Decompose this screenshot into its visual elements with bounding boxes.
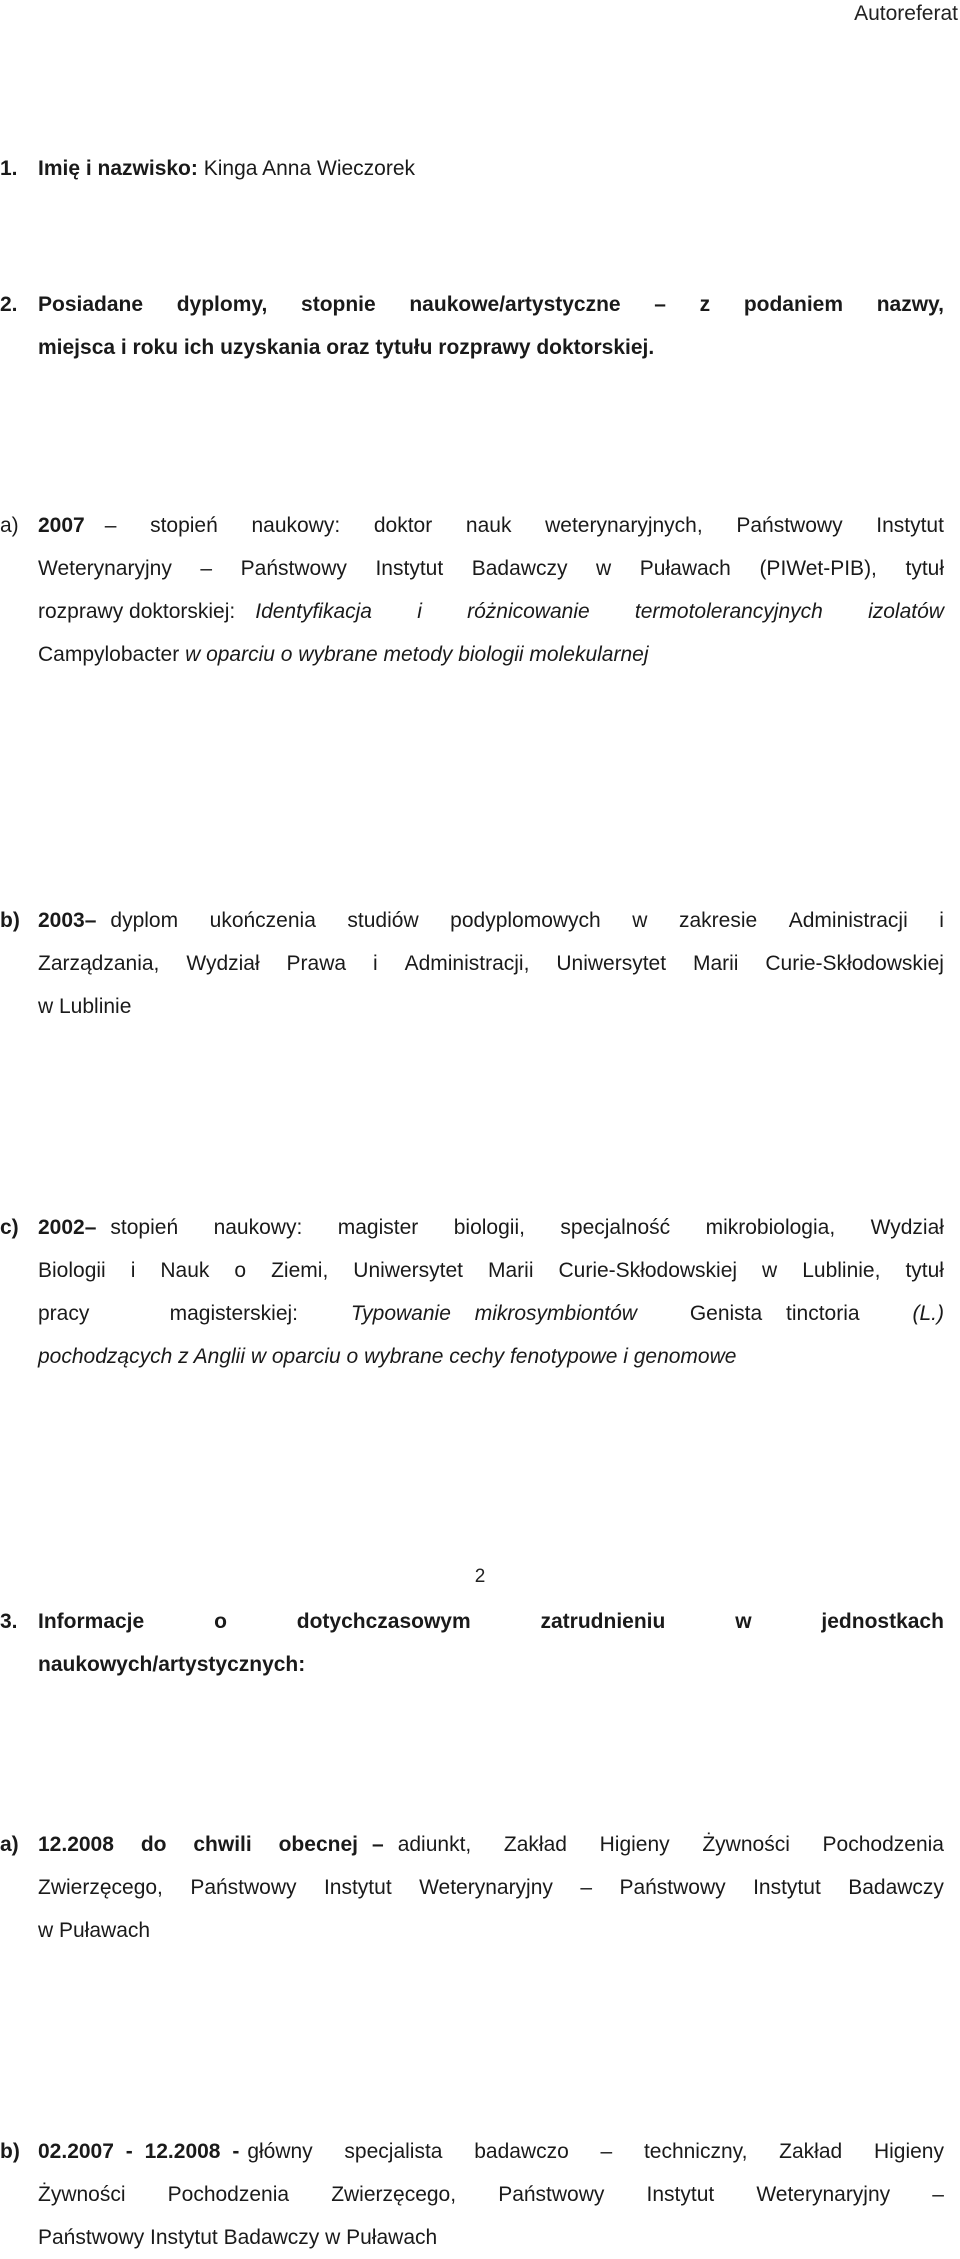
word: – xyxy=(654,293,666,316)
word: – xyxy=(200,557,213,580)
degree-b-dash: – xyxy=(84,909,97,932)
degree-c-marker: c) xyxy=(0,1216,19,1239)
degree-c-dash: – xyxy=(84,1216,97,1239)
word: Weterynaryjny xyxy=(38,557,172,580)
word: Nauk xyxy=(160,1259,210,1282)
degree-a-year: 2007 xyxy=(38,514,85,537)
word: mikrobiologia, xyxy=(705,1216,836,1239)
word: Instytut xyxy=(876,514,944,537)
word: naukowy: xyxy=(251,514,341,537)
section-2-title-line-2 xyxy=(0,326,944,369)
degree-c-line-3 xyxy=(0,1292,944,1335)
word: – xyxy=(104,514,117,537)
degree-c-line-1 xyxy=(0,1206,944,1249)
section-3-title-part-1 xyxy=(38,1600,944,1643)
word: nauk xyxy=(465,514,512,537)
degree-b-year: 2003 xyxy=(38,909,85,932)
word: o xyxy=(234,1259,247,1282)
degree-c-thesis-title-part-2: pochodzących z Anglii w oparciu o wybrane cechy fenotypowe i genomowe xyxy=(38,1345,737,1368)
word: Higieny xyxy=(873,2140,944,2163)
word: Państwowy xyxy=(736,514,843,537)
section-3-heading xyxy=(0,1600,944,1686)
word: i xyxy=(372,952,378,975)
word: ukończenia xyxy=(209,909,316,932)
section-2-title-part-2: miejsca i roku ich uzyskania oraz tytułu rozprawy doktorskiej. xyxy=(38,336,655,359)
word: magisterskiej: xyxy=(169,1302,298,1325)
word: Administracji, xyxy=(404,952,530,975)
word: dyplom xyxy=(110,909,179,932)
word: różnicowanie xyxy=(467,600,590,623)
word: specjalność xyxy=(560,1216,671,1239)
degree-a-line-1-text xyxy=(105,504,944,547)
degree-b-line-3: w Lublinie xyxy=(38,995,132,1018)
degree-a-line-1 xyxy=(0,504,944,547)
degree-c-line-1-text xyxy=(110,1206,944,1249)
section-2-title-line-1 xyxy=(0,283,944,326)
word: Weterynaryjny xyxy=(419,1876,553,1899)
degree-a-line-4 xyxy=(0,633,944,676)
word: Uniwersytet xyxy=(353,1259,463,1282)
degree-a-line-2 xyxy=(0,547,944,590)
word: obecnej xyxy=(278,1833,358,1856)
employment-b-period: 02.2007 - 12.2008 - xyxy=(38,2140,240,2163)
word: Zwierzęcego, xyxy=(38,1876,163,1899)
word: 12.2008 xyxy=(38,1833,114,1856)
employment-b-marker: b) xyxy=(0,2140,20,2163)
degree-a-thesis-label: rozprawy doktorskiej: xyxy=(38,600,236,623)
word: Higieny xyxy=(599,1833,670,1856)
word: naukowy: xyxy=(213,1216,303,1239)
degree-c-line-2 xyxy=(0,1249,944,1292)
word: Instytut xyxy=(323,1876,392,1899)
word: Informacje xyxy=(38,1610,145,1633)
word: Ziemi, xyxy=(271,1259,329,1282)
word: jednostkach xyxy=(821,1610,944,1633)
word: stopień xyxy=(110,1216,179,1239)
word: Administracji xyxy=(788,909,908,932)
word: izolatów xyxy=(868,600,944,623)
degree-item-b xyxy=(0,899,944,1028)
running-header: Autoreferat xyxy=(854,2,958,25)
word: Zarządzania, xyxy=(38,952,160,975)
degree-c-line-4 xyxy=(0,1335,944,1378)
employment-b-line-1-text xyxy=(247,2130,944,2173)
word: o xyxy=(214,1610,227,1633)
word: główny xyxy=(247,2140,313,2163)
word: zatrudnieniu xyxy=(540,1610,666,1633)
word: i xyxy=(130,1259,136,1282)
word: – xyxy=(600,2140,613,2163)
word: w xyxy=(735,1610,752,1633)
word: – xyxy=(580,1876,593,1899)
degree-b-line-1-text xyxy=(110,899,944,942)
word: specjalista xyxy=(344,2140,443,2163)
degree-c-thesis-title-part-1: Typowanie mikrosymbiontów xyxy=(350,1302,637,1325)
degree-b-line-1 xyxy=(0,899,944,942)
word: Państwowy xyxy=(498,2183,605,2206)
word: adiunkt, xyxy=(397,1833,472,1856)
word: chwili xyxy=(193,1833,252,1856)
word: termotolerancyjnych xyxy=(634,600,823,623)
section-2-marker: 2. xyxy=(0,293,18,316)
degree-a-thesis-title-part-2: w oparciu o wybrane metody biologii molekularnej xyxy=(185,643,649,666)
word: doktor xyxy=(373,514,433,537)
degree-c-authority: (L.) xyxy=(912,1302,944,1325)
degree-c-species: Genista tinctoria xyxy=(689,1302,860,1325)
word: Marii xyxy=(487,1259,534,1282)
employment-a-line-3: w Puławach xyxy=(38,1919,151,1942)
word: Pochodzenia xyxy=(822,1833,944,1856)
word: podaniem xyxy=(743,293,844,316)
word: studiów xyxy=(347,909,419,932)
word: dyplomy, xyxy=(176,293,268,316)
employment-b-line-2 xyxy=(0,2173,944,2216)
word: Państwowy xyxy=(619,1876,726,1899)
word: Curie-Skłodowskiej xyxy=(558,1259,738,1282)
word: Weterynaryjny xyxy=(756,2183,891,2206)
word: Curie-Skłodowskiej xyxy=(765,952,944,975)
name-value: Kinga Anna Wieczorek xyxy=(203,157,416,180)
word: z xyxy=(699,293,711,316)
word: Wydział xyxy=(186,952,260,975)
word: Instytut xyxy=(753,1876,821,1899)
degree-a-genus: Campylobacter xyxy=(38,643,180,666)
word: biologii, xyxy=(453,1216,525,1239)
word: Instytut xyxy=(375,557,444,580)
word: i xyxy=(417,600,422,623)
word: tytuł xyxy=(905,1259,944,1282)
degree-c-year: 2002 xyxy=(38,1216,85,1239)
section-3-title-part-2: naukowych/artystycznych: xyxy=(38,1653,306,1676)
section-2-heading xyxy=(0,283,944,369)
word: Puławach xyxy=(639,557,731,580)
word: pracy xyxy=(38,1302,90,1325)
degree-a-line-3 xyxy=(0,590,944,633)
word: (PIWet-PIB), xyxy=(759,557,877,580)
word: Marii xyxy=(692,952,739,975)
word: Państwowy xyxy=(190,1876,297,1899)
word: nazwy, xyxy=(876,293,944,316)
employment-a-line-1-text xyxy=(398,1823,944,1866)
word: tytuł xyxy=(905,557,944,580)
section-1-marker: 1. xyxy=(0,157,18,180)
degree-item-a xyxy=(0,504,944,676)
word: Biologii xyxy=(38,1259,106,1282)
section-2-title-part-1 xyxy=(38,283,944,326)
degree-item-c xyxy=(0,1206,944,1378)
section-3-title-line-1 xyxy=(0,1600,944,1643)
employment-a-line-1 xyxy=(0,1823,944,1866)
word: techniczny, xyxy=(643,2140,748,2163)
degree-c-thesis-label xyxy=(38,1292,298,1335)
name-label: Imię i nazwisko: xyxy=(38,157,198,180)
section-3-marker: 3. xyxy=(0,1610,18,1633)
word: Wydział xyxy=(870,1216,944,1239)
employment-a-period xyxy=(38,1823,358,1866)
degree-a-marker: a) xyxy=(0,514,19,537)
word: Posiadane xyxy=(38,293,144,316)
word: Badawczy xyxy=(471,557,568,580)
word: w xyxy=(596,557,612,580)
section-1-line xyxy=(0,147,944,190)
word: stopnie xyxy=(301,293,376,316)
word: Pochodzenia xyxy=(167,2183,290,2206)
word: Zakład xyxy=(503,1833,567,1856)
word: podyplomowych xyxy=(450,909,601,932)
employment-a-dash: – xyxy=(372,1833,384,1856)
word: w xyxy=(632,909,648,932)
employment-item-b xyxy=(0,2130,944,2259)
word: zakresie xyxy=(678,909,758,932)
employment-a-line-2 xyxy=(0,1866,944,1909)
word: Lublinie, xyxy=(802,1259,881,1282)
word: dotychczasowym xyxy=(296,1610,471,1633)
word: Żywności xyxy=(702,1833,790,1856)
word: Żywności xyxy=(38,2183,126,2206)
word: naukowe/artystyczne xyxy=(409,293,621,316)
word: Prawa xyxy=(286,952,347,975)
word: badawczo xyxy=(474,2140,569,2163)
page-number: 2 xyxy=(474,1566,486,1587)
word: Zakład xyxy=(779,2140,843,2163)
word: – xyxy=(932,2183,944,2206)
word: Zwierzęcego, xyxy=(331,2183,457,2206)
section-3-title-line-2 xyxy=(0,1643,944,1686)
word: i xyxy=(939,909,944,932)
word: Badawczy xyxy=(848,1876,944,1899)
word: Identyfikacja xyxy=(255,600,372,623)
word: Państwowy xyxy=(240,557,347,580)
employment-b-line-1 xyxy=(0,2130,944,2173)
section-1 xyxy=(0,147,944,190)
degree-b-marker: b) xyxy=(0,909,20,932)
employment-a-marker: a) xyxy=(0,1833,19,1856)
employment-item-a xyxy=(0,1823,944,1952)
employment-b-line-3: Państwowy Instytut Badawczy w Puławach xyxy=(38,2226,438,2249)
word: magister xyxy=(337,1216,419,1239)
word: do xyxy=(140,1833,167,1856)
word: w xyxy=(762,1259,778,1282)
word: stopień xyxy=(150,514,218,537)
degree-a-thesis-title-part-1 xyxy=(255,590,944,633)
word: Instytut xyxy=(646,2183,715,2206)
word: weterynaryjnych, xyxy=(545,514,703,537)
degree-b-line-2 xyxy=(0,942,944,985)
word: Uniwersytet xyxy=(556,952,667,975)
